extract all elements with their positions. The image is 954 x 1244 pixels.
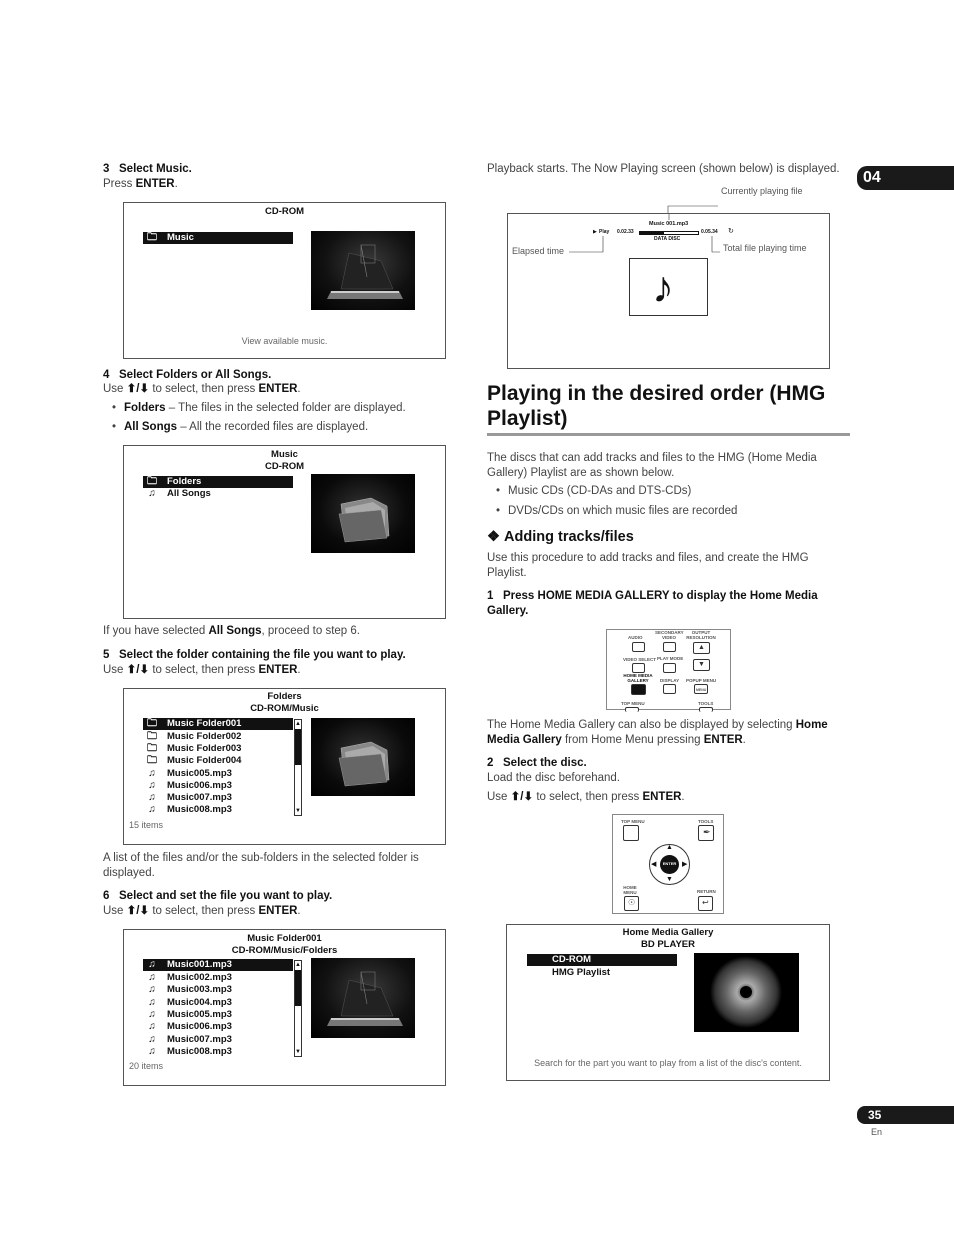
elapsed-value: 0.02.33: [617, 229, 634, 235]
music-note-icon: ♫: [148, 488, 156, 499]
piano-thumbnail: [311, 958, 415, 1038]
step3-instruction: Press ENTER.: [103, 178, 178, 190]
page-number: 35: [868, 1108, 882, 1122]
music-note-icon: ♫: [148, 767, 156, 779]
folder-image: [311, 474, 415, 553]
screen-title: Music: [271, 449, 298, 460]
folder-icon: 🗀: [147, 742, 157, 754]
scrollbar[interactable]: [294, 719, 302, 816]
step4-heading: 4 Select Folders or All Songs.: [103, 369, 272, 381]
music-note-icon: ♫: [148, 792, 156, 803]
remote-label: TOOLS: [698, 701, 714, 706]
list-item[interactable]: 🗀 Folders: [143, 476, 293, 488]
music-note-icon: ♫: [148, 972, 156, 983]
folder-icon: 🗀: [147, 476, 157, 487]
screen-music: [123, 445, 446, 619]
piano-thumbnail: [311, 231, 415, 310]
playback-intro: Playback starts. The Now Playing screen (shown below) is displayed.: [487, 163, 840, 175]
list-item[interactable]: ♫ Music008.mp3: [143, 804, 293, 816]
list-item[interactable]: ♫ Music006.mp3: [143, 1021, 293, 1033]
adding-heading: ❖ Adding tracks/files: [487, 529, 634, 545]
piano-image: [311, 958, 415, 1038]
callout-elapsed: Elapsed time: [512, 246, 565, 256]
list-item[interactable]: ♫ Music002.mp3: [143, 972, 293, 984]
music-note-icon: ♫: [148, 779, 156, 791]
list-item[interactable]: 🗀 Music: [143, 232, 293, 244]
remote-illustration-top: [606, 629, 731, 710]
play-icon: ▶: [593, 229, 597, 235]
music-note-icon: ♫: [148, 959, 156, 970]
step4-after: If you have selected All Songs, proceed to step 6.: [103, 625, 360, 637]
list-item[interactable]: ♫ Music001.mp3: [143, 959, 293, 971]
hmg-intro: The discs that can add tracks and files to the HMG (Home Media Gallery) Playlist are as shown below.: [487, 452, 817, 479]
folder-icon: 🗀: [147, 718, 157, 729]
tools-button[interactable]: [698, 825, 714, 841]
list-item[interactable]: 🗀 Music Folder001: [143, 718, 293, 730]
screen-subtitle: CD-ROM/Music: [250, 703, 319, 714]
list-item[interactable]: ♫ Music005.mp3: [143, 1009, 293, 1021]
folder-image: [311, 718, 415, 796]
screen-files: [123, 929, 446, 1086]
audio-button[interactable]: [632, 642, 645, 652]
list-item[interactable]: 🗀 Music Folder002: [143, 731, 293, 743]
scroll-down-icon[interactable]: ▼: [295, 1049, 301, 1055]
music-note-icon: ♫: [148, 996, 156, 1008]
adding-intro: Use this procedure to add tracks and files, and create the HMG Playlist.: [487, 552, 809, 579]
screen-title: Folders: [267, 691, 302, 702]
screen-home-media-gallery: [506, 924, 830, 1081]
list-item[interactable]: ♫ Music007.mp3: [143, 792, 293, 804]
screen-subtitle: CD-ROM: [264, 461, 305, 472]
screen-title: CD-ROM: [264, 206, 305, 217]
remote-label: RETURN: [697, 889, 716, 894]
hmg-bullet: • DVDs/CDs on which music files are recorded: [508, 504, 737, 519]
hmg-title: Playing in the desired order (HMG Playlist): [487, 382, 826, 430]
hmg-step2-load: Load the disc beforehand.: [487, 772, 620, 784]
screen-subtitle: CD-ROM/Music/Folders: [231, 945, 338, 956]
return-icon: ↩: [702, 898, 709, 907]
total-value: 0.05.34: [701, 229, 718, 235]
disc-thumbnail: [694, 953, 799, 1032]
piano-image: [311, 231, 415, 310]
remote-label: AUDIO: [628, 635, 643, 640]
remote-label: TOP MENU: [621, 819, 645, 824]
list-item[interactable]: HMG Playlist: [552, 967, 611, 978]
disc-image: [694, 953, 799, 1032]
item-count: 15 items: [129, 820, 164, 830]
home-media-gallery-button[interactable]: [631, 684, 646, 695]
step4-bullet-folders: • Folders – The files in the selected folder are displayed.: [124, 401, 406, 416]
popup-menu-button[interactable]: [694, 684, 708, 694]
screen-title: Music Folder001: [247, 933, 322, 944]
remote-label: TOOLS: [698, 819, 714, 824]
step5-after: A list of the files and/or the sub-folders in the selected folder is displayed.: [103, 852, 419, 879]
folder-thumbnail: [311, 718, 415, 796]
video-select-button[interactable]: [632, 663, 645, 673]
arrow-up-icon[interactable]: ▲: [666, 844, 673, 851]
remote-label: OUTPUT RESOLUTION: [686, 630, 716, 640]
remote-label: MENU: [696, 688, 707, 692]
music-note-icon: ♫: [148, 984, 156, 995]
step4-bullet-allsongs: • All Songs – All the recorded files are displayed.: [124, 420, 368, 435]
enter-label: ENTER: [662, 861, 677, 866]
list-item[interactable]: ♫ All Songs: [143, 488, 293, 500]
hmg-step1-heading: 1 Press HOME MEDIA GALLERY to display the Home Media Gallery.: [487, 590, 818, 617]
folder-thumbnail: [311, 474, 415, 553]
home-menu-button[interactable]: [624, 896, 639, 911]
arrow-up-icon: ▲: [698, 644, 705, 651]
folder-icon: 🗀: [147, 730, 157, 742]
screen-folders: [123, 688, 446, 845]
list-item[interactable]: 🗀 Music Folder003: [143, 743, 293, 755]
resolution-down-button[interactable]: [693, 659, 710, 671]
step5-instruction: Use ⬆/⬇ to select, then press ENTER.: [103, 664, 301, 676]
arrow-left-icon[interactable]: ◀: [651, 861, 657, 868]
hmg-title-rule: [487, 433, 850, 436]
callout-current-line: [660, 194, 720, 214]
display-button[interactable]: [663, 684, 676, 694]
remote-label: HOME MEDIA GALLERY: [623, 673, 653, 683]
remote-label: TOP MENU: [621, 701, 645, 706]
hmg-after-step1: The Home Media Gallery can also be displayed by selecting Home Media Gallery from Home Menu pressing ENTER.: [487, 719, 828, 746]
arrow-down-icon[interactable]: ▼: [666, 876, 673, 883]
music-note-icon: ♫: [148, 1009, 156, 1020]
remote-label: HOME MENU: [623, 885, 637, 895]
list-item[interactable]: ♫ Music003.mp3: [143, 984, 293, 996]
diamond-bullet-icon: ❖: [487, 529, 500, 545]
list-item[interactable]: ♫ Music005.mp3: [143, 768, 293, 780]
chapter-tab: [857, 166, 954, 190]
screen-footer: View available music.: [241, 336, 328, 346]
scrollbar-thumb[interactable]: [295, 970, 301, 1006]
top-menu-button-partial[interactable]: [625, 707, 639, 712]
screen-cdrom: [123, 202, 446, 359]
arrow-right-icon[interactable]: ▶: [682, 861, 688, 868]
remote-label: SECONDARY VIDEO: [655, 630, 684, 640]
screen-title: Home Media Gallery: [622, 927, 714, 938]
scrollbar-thumb[interactable]: [295, 729, 301, 765]
resolution-up-button[interactable]: [693, 642, 710, 654]
screen-footer: Search for the part you want to play from a list of the disc's content.: [534, 1058, 802, 1068]
tools-icon: ✒: [703, 827, 711, 837]
secondary-video-button[interactable]: [663, 642, 676, 652]
music-note-icon: ♫: [148, 804, 156, 815]
remote-illustration-nav: [612, 814, 724, 914]
remote-label: VIDEO SELECT: [623, 657, 657, 662]
enter-button[interactable]: [660, 855, 679, 874]
scroll-down-icon[interactable]: ▼: [295, 808, 301, 814]
callout-current: Currently playing file: [721, 186, 803, 196]
return-button[interactable]: [698, 896, 713, 911]
step4-instruction: Use ⬆/⬇ to select, then press ENTER.: [103, 383, 301, 395]
play-mode-button[interactable]: [663, 663, 676, 673]
screen-subtitle: BD PLAYER: [640, 939, 696, 950]
step5-heading: 5 Select the folder containing the file you want to play.: [103, 649, 406, 661]
step6-heading: 6 Select and set the file you want to play.: [103, 890, 333, 902]
scrollbar[interactable]: [294, 960, 302, 1057]
disc-type: DATA DISC: [654, 236, 681, 242]
list-item[interactable]: 🗀 Music Folder004: [143, 755, 293, 767]
list-item[interactable]: CD-ROM: [527, 954, 677, 966]
top-menu-button[interactable]: [623, 825, 639, 841]
music-note-icon: ♪: [652, 263, 674, 312]
hmg-bullet: • Music CDs (CD-DAs and DTS-CDs): [508, 484, 691, 499]
step3-heading: 3 Select Music.: [103, 163, 192, 175]
music-note-icon: ♫: [148, 1046, 156, 1057]
remote-label: POPUP MENU: [686, 678, 717, 683]
home-icon: ☉: [628, 898, 636, 907]
repeat-icon: ↻: [728, 228, 734, 235]
scroll-up-icon[interactable]: ▲: [295, 721, 301, 727]
step6-instruction: Use ⬆/⬇ to select, then press ENTER.: [103, 905, 301, 917]
item-count: 20 items: [129, 1061, 164, 1071]
remote-label: DISPLAY: [660, 678, 680, 683]
folder-icon: 🗀: [147, 755, 157, 766]
scroll-up-icon[interactable]: ▲: [295, 962, 301, 968]
callout-total: Total file playing time: [723, 243, 807, 253]
hmg-step2-instruction: Use ⬆/⬇ to select, then press ENTER.: [487, 791, 685, 803]
now-playing-filename: Music 001.mp3: [649, 221, 689, 227]
now-playing-screen: [507, 213, 830, 369]
chapter-number: 04: [863, 169, 881, 186]
hmg-step2-heading: 2 Select the disc.: [487, 757, 587, 769]
list-item[interactable]: ♫ Music008.mp3: [143, 1046, 293, 1058]
remote-label: PLAY MODE: [657, 656, 684, 661]
folder-icon: 🗀: [147, 232, 157, 243]
nav-ring[interactable]: [649, 844, 690, 885]
music-note-icon: ♫: [148, 1033, 156, 1045]
tools-button-partial[interactable]: [699, 707, 713, 712]
list-item[interactable]: ♫ Music004.mp3: [143, 997, 293, 1009]
arrow-down-icon: ▼: [698, 661, 705, 668]
music-note-icon: ♫: [148, 1021, 156, 1032]
language-label: En: [871, 1127, 883, 1137]
list-item[interactable]: ♫ Music007.mp3: [143, 1034, 293, 1046]
list-item[interactable]: ♫ Music006.mp3: [143, 780, 293, 792]
page-number-tab: [857, 1106, 954, 1124]
play-state: Play: [599, 229, 610, 235]
